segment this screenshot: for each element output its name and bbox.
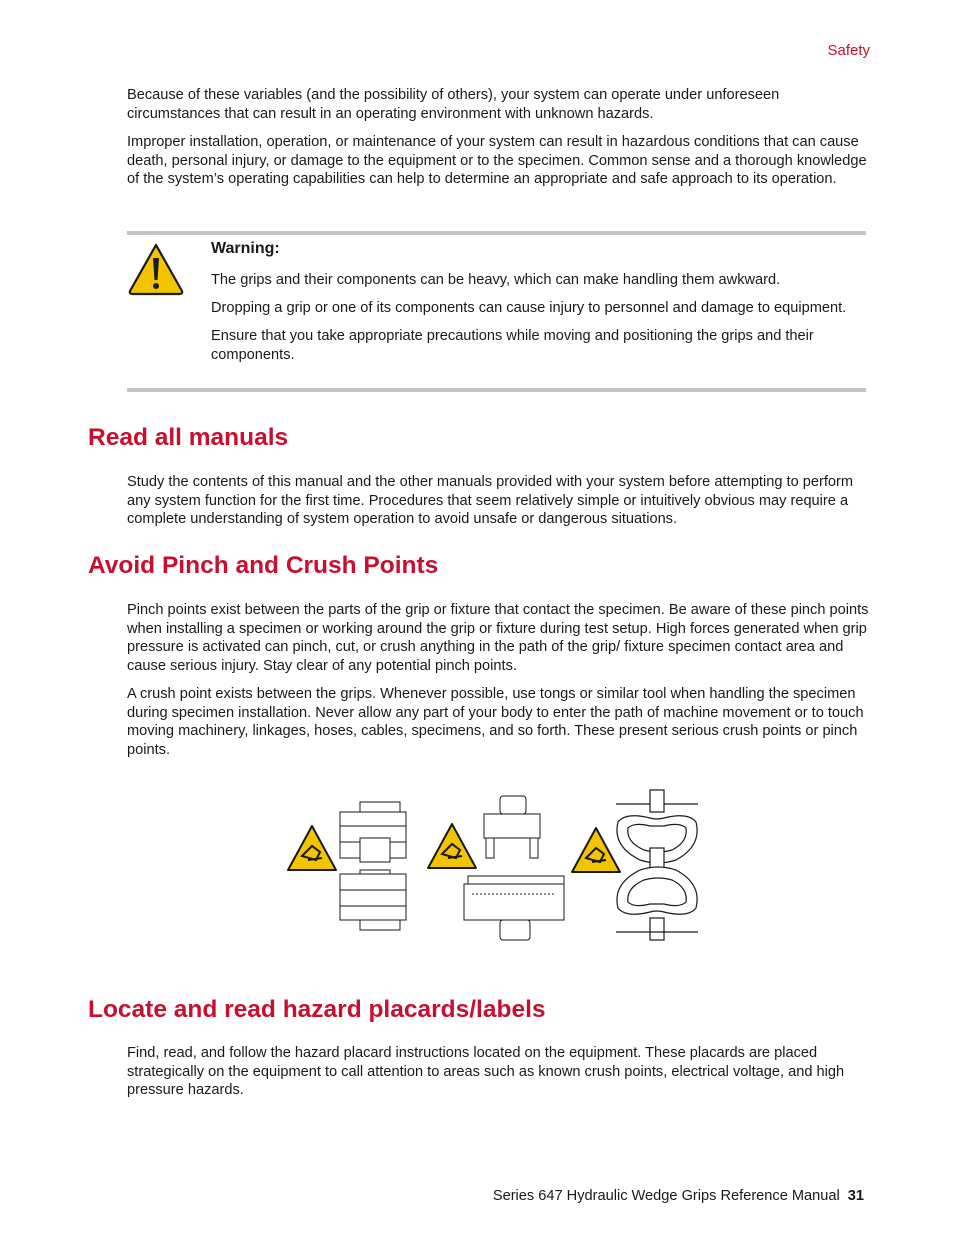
wedge-grip-drawing-1 — [340, 802, 406, 930]
footer-manual-title: Series 647 Hydraulic Wedge Grips Reference Manual — [492, 1188, 840, 1204]
pinch-crush-figure — [286, 786, 706, 944]
warning-line-1: The grips and their components can be heavy, which can make handling them awkward. — [211, 272, 781, 288]
warning-title: Warning: — [211, 240, 280, 257]
heading-avoid-pinch-crush: Avoid Pinch and Crush Points — [88, 552, 439, 579]
page-number: 31 — [847, 1188, 864, 1204]
pinch-hazard-icon — [428, 824, 476, 868]
crush-point-paragraph: A crush point exists between the grips. Whenever possible, use tongs or similar tool when handling the specimen during specimen installation. Never allow any part of your body to enter the path of machine movement or to touch moving machinery, linkages, hoses, cables, specimens, and so forth. These present serious crush points or pinch points. — [127, 686, 864, 759]
pinch-hazard-icon — [572, 828, 620, 872]
warning-bottom-rule — [127, 388, 866, 392]
warning-top-rule — [127, 231, 866, 235]
page-footer — [493, 1188, 864, 1204]
warning-triangle-icon — [127, 242, 185, 296]
heading-read-all-manuals: Read all manuals — [88, 424, 289, 451]
intro-paragraph-2: Improper installation, operation, or maintenance of your system can result in hazardous conditions that can cause death, personal injury, or damage to the equipment or to the specimen. Common sense and a thorough knowledge of the system’s operating capabilities can help to determine an appropriate and safe approach to its operation. — [127, 134, 867, 188]
warning-line-3: Ensure that you take appropriate precautions while moving and positioning the grips and their components. — [211, 328, 814, 363]
hazard-placards-paragraph: Find, read, and follow the hazard placard instructions located on the equipment. These placards are placed strategically on the equipment to call attention to areas such as known crush points, electrical voltage, and high pressure hazards. — [127, 1045, 845, 1099]
header-section-label: Safety — [827, 42, 870, 59]
pinch-hazard-icon — [288, 826, 336, 870]
heading-hazard-placards: Locate and read hazard placards/labels — [88, 996, 546, 1023]
pinch-points-paragraph: Pinch points exist between the parts of the grip or fixture that contact the specimen. Be aware of these pinch points when installing a specimen or working around the grip or fixture during test setup. High forces generated when grip pressure is activated can pinch, cut, or crush anything in the path of the grip/ fixture specimen contact area and cause serious injury. Stay clear of any potential pinch points. — [127, 602, 869, 675]
intro-paragraph-1: Because of these variables (and the possibility of others), your system can operate under unforeseen circumstances that can result in an operating environment with unknown hazards. — [127, 87, 780, 122]
wedge-grip-drawing-3 — [616, 790, 698, 940]
read-manuals-paragraph: Study the contents of this manual and the other manuals provided with your system before attempting to perform any system function for the first time. Procedures that seem relatively simple or intuitively obvious may require a complete understanding of system operation to avoid unsafe or dangerous situations. — [127, 474, 854, 528]
wedge-grip-drawing-2 — [464, 796, 564, 940]
warning-line-2: Dropping a grip or one of its components can cause injury to personnel and damage to equipment. — [211, 300, 847, 316]
